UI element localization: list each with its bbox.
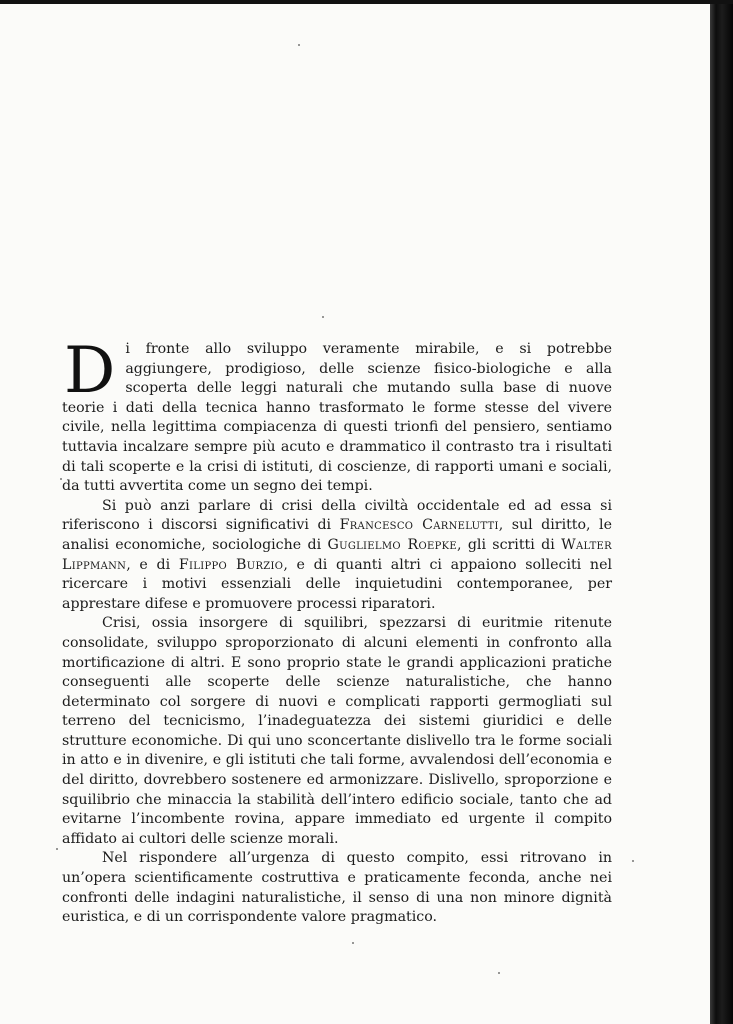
scan-speck (352, 942, 354, 944)
paragraph-4 (62, 849, 612, 927)
paragraph-3 (62, 614, 612, 849)
paragraph-text: , sul diritto, le analisi economiche, sociologiche di (62, 517, 612, 553)
page-edge-shadow (710, 0, 733, 1024)
page-top-shadow (0, 0, 733, 4)
author-name: Walter Lippmann (62, 536, 612, 573)
body-text (62, 334, 613, 928)
paragraph-2 (62, 497, 612, 615)
paragraph-text: , e di quanti altri ci appaiono solleciti nel ricercare i motivi essenziali delle inquietudini contemporanee, per apprestare difese e promuovere processi riparatori. (62, 556, 613, 612)
author-name: Francesco Carnelutti (339, 517, 499, 534)
scan-speck (56, 848, 58, 850)
paragraph-1 (62, 334, 612, 497)
paragraph-text: Crisi, ossia insorgere di squilibri, spezzarsi di euritmie ritenute consolidate, sviluppo sproporzionato di alcuni elementi in confronto alla mortificazione di altri. E sono proprio state le grandi applicazioni pratiche conseguenti alle scoperte delle scienze naturalistiche, che hanno determinato col sorgere di nuovi e complicati rapporti germogliati sul terreno del tecnicismo, l’inadeguatezza dei sistemi giuridici e delle strutture economiche. Di qui uno sconcertante dislivello tra le forme sociali in atto e in divenire, e gli istituti che tali forme, avvalendosi dell’economia e del diritto, dovrebbero sostenere ed armonizzare. Dislivello, sproporzione e squilibrio che minaccia la stabilità dell’intero edificio sociale, tanto che ad evitarne l’incombente rovina, appare immediato ed urgente il compito affidato ai cultori delle scienze morali. (62, 615, 612, 847)
paragraph-text: , e di (126, 556, 179, 573)
drop-cap: D (64, 334, 116, 408)
author-name: Filippo Burzio (178, 556, 284, 573)
scan-speck (498, 972, 500, 974)
scan-speck (632, 860, 634, 862)
author-name: Guglielmo Roepke (327, 536, 457, 553)
paragraph-text: Nel rispondere all’urgenza di questo compito, essi ritrovano in un’opera scientificamente costruttiva e praticamente feconda, anche nei confronti delle indagini naturalistiche, il senso di una non minore dignità euristica, e di un corrispondente valore pragmatico. (62, 850, 612, 926)
paragraph-1-text: i fronte allo sviluppo veramente mirabile, e si potrebbe aggiungere, prodigioso, delle scienze fisico-biologiche e alla scoperta delle leggi naturali che mutando sulla base di nuove teorie i dati della tecnica hanno trasformato le forme stesse del vivere civile, nella legittima compiacenza di questi trionfi del pensiero, sentiamo tuttavia incalzare sempre più acuto e drammatico il contrasto tra i risultati di tali scoperte e la crisi di istituti, di coscienze, di rapporti umani e sociali, da tutti avvertita come un segno dei tempi. (62, 341, 612, 495)
paragraph-text: , gli scritti di (456, 536, 562, 553)
scan-speck (298, 44, 300, 46)
paragraph-text: Si può anzi parlare di crisi della civiltà occidentale ed ad essa si riferiscono i discorsi significativi di (62, 497, 612, 534)
scan-speck (322, 316, 324, 318)
